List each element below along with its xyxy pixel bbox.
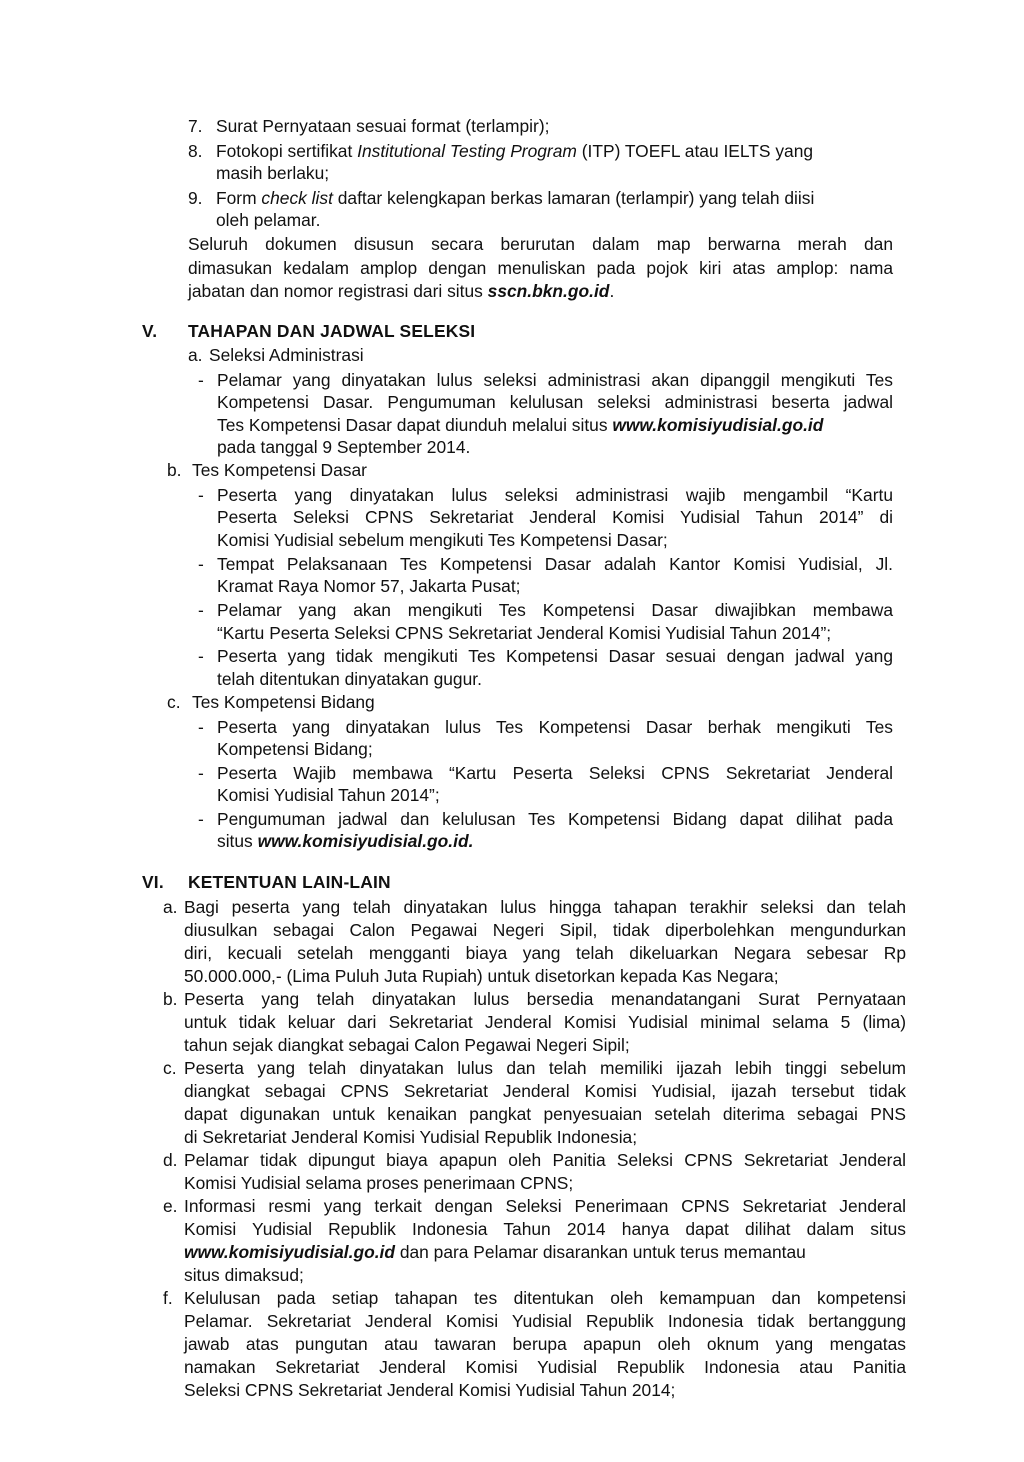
admin-item-line-1: Pelamar yang dinyatakan lulus seleksi administrasi akan dipanggil mengikuti Tes xyxy=(217,370,893,390)
provision-e-line-4: situs dimaksud; xyxy=(184,1265,304,1285)
tkd-item-2-line-2: Kramat Raya Nomor 57, Jakarta Pusat; xyxy=(217,576,521,596)
tkb-item-3-line-1: Pengumuman jadwal dan kelulusan Tes Kompetensi Bidang dapat dilihat pada xyxy=(217,809,893,829)
provision-c-line-4: di Sekretariat Jenderal Komisi Yudisial Republik Indonesia; xyxy=(184,1127,638,1147)
bullet-dash: - xyxy=(198,646,204,666)
provision-f-line-3: jawab atas pungutan atau tawaran berupa apapun oleh oknum yang mengatas xyxy=(184,1334,906,1354)
list-number: 9. xyxy=(188,188,203,208)
item-label: f. xyxy=(163,1288,173,1308)
list-number: 8. xyxy=(188,141,203,161)
requirement-7-text: Surat Pernyataan sesuai format (terlampir); xyxy=(216,116,550,136)
admin-item-line-4: pada tanggal 9 September 2014. xyxy=(217,437,471,457)
provision-a-line-2: diusulkan sebagai Calon Pegawai Negeri Sipil, tidak diperbolehkan mengundurkan xyxy=(184,920,906,940)
item-label: e. xyxy=(163,1196,178,1216)
bullet-dash: - xyxy=(198,600,204,620)
closing-paragraph-line-1: Seluruh dokumen disusun secara berurutan dalam map berwarna merah dan xyxy=(188,234,893,254)
tkb-item-3-line-2: situs www.komisiyudisial.go.id. xyxy=(217,831,474,851)
provision-e-line-3: www.komisiyudisial.go.id dan para Pelamar disarankan untuk terus memantau xyxy=(184,1242,806,1262)
komisiyudisial-link[interactable]: www.komisiyudisial.go.id xyxy=(184,1242,395,1262)
bullet-dash: - xyxy=(198,554,204,574)
tkd-item-1-line-3: Komisi Yudisial sebelum mengikuti Tes Kompetensi Dasar; xyxy=(217,530,668,550)
item-label: b. xyxy=(163,989,178,1009)
provision-b-line-3: tahun sejak diangkat sebagai Calon Pegawai Negeri Sipil; xyxy=(184,1035,630,1055)
provision-b-line-1: Peserta yang telah dinyatakan lulus bersedia menandatangani Surat Pernyataan xyxy=(184,989,906,1009)
subsection-b-title: Tes Kompetensi Dasar xyxy=(192,460,367,480)
requirement-8-line-2: masih berlaku; xyxy=(216,163,330,183)
sscn-link[interactable]: sscn.bkn.go.id xyxy=(487,281,610,301)
admin-item-line-3: Tes Kompetensi Dasar dapat diunduh melalui situs www.komisiyudisial.go.id xyxy=(217,415,824,435)
item-label: d. xyxy=(163,1150,178,1170)
subsection-label: a. xyxy=(188,345,203,365)
provision-f-line-2: Pelamar. Sekretariat Jenderal Komisi Yudisial Republik Indonesia tidak bertanggung xyxy=(184,1311,906,1331)
subsection-label: b. xyxy=(167,460,182,480)
provision-e-line-1: Informasi resmi yang terkait dengan Seleksi Penerimaan CPNS Sekretariat Jenderal xyxy=(184,1196,906,1216)
provision-d-line-1: Pelamar tidak dipungut biaya apapun oleh Panitia Seleksi CPNS Sekretariat Jenderal xyxy=(184,1150,906,1170)
requirement-8-line-1: Fotokopi sertifikat Institutional Testing Program (ITP) TOEFL atau IELTS yang xyxy=(216,141,814,161)
admin-item-line-2: Kompetensi Dasar. Pengumuman kelulusan seleksi administrasi beserta jadwal xyxy=(217,392,893,412)
subsection-a-title: Seleksi Administrasi xyxy=(209,345,364,365)
tkd-item-3-line-2: “Kartu Peserta Seleksi CPNS Sekretariat Jenderal Komisi Yudisial Tahun 2014”; xyxy=(217,623,832,643)
requirement-9-line-2: oleh pelamar. xyxy=(216,210,321,230)
provision-b-line-2: untuk tidak keluar dari Sekretariat Jenderal Komisi Yudisial minimal selama 5 (lima) xyxy=(184,1012,906,1032)
section-vi-number: VI. xyxy=(142,872,164,892)
tkb-item-2-line-2: Komisi Yudisial Tahun 2014”; xyxy=(217,785,440,805)
tkd-item-4-line-2: telah ditentukan dinyatakan gugur. xyxy=(217,669,482,689)
requirement-9-line-1: Form check list daftar kelengkapan berkas lamaran (terlampir) yang telah diisi xyxy=(216,188,815,208)
item-label: a. xyxy=(163,897,178,917)
section-vi-title: KETENTUAN LAIN-LAIN xyxy=(188,872,391,892)
subsection-c-title: Tes Kompetensi Bidang xyxy=(192,692,375,712)
closing-paragraph-line-3: jabatan dan nomor registrasi dari situs sscn.bkn.go.id. xyxy=(188,281,615,301)
tkd-item-1-line-1: Peserta yang dinyatakan lulus seleksi administrasi wajib mengambil “Kartu xyxy=(217,485,893,505)
bullet-dash: - xyxy=(198,717,204,737)
tkd-item-1-line-2: Peserta Seleksi CPNS Sekretariat Jenderal Komisi Yudisial Tahun 2014” di xyxy=(217,507,893,527)
tkd-item-3-line-1: Pelamar yang akan mengikuti Tes Kompetensi Dasar diwajibkan membawa xyxy=(217,600,893,620)
item-label: c. xyxy=(163,1058,177,1078)
provision-a-line-4: 50.000.000,- (Lima Puluh Juta Rupiah) untuk disetorkan kepada Kas Negara; xyxy=(184,966,779,986)
section-v-title: TAHAPAN DAN JADWAL SELEKSI xyxy=(188,321,476,341)
provision-f-line-1: Kelulusan pada setiap tahapan tes ditentukan oleh kemampuan dan kompetensi xyxy=(184,1288,906,1308)
provision-c-line-1: Peserta yang telah dinyatakan lulus dan telah memiliki ijazah lebih tinggi sebelum xyxy=(184,1058,906,1078)
tkd-item-4-line-1: Peserta yang tidak mengikuti Tes Kompetensi Dasar sesuai dengan jadwal yang xyxy=(217,646,893,666)
list-number: 7. xyxy=(188,116,203,136)
komisiyudisial-link[interactable]: www.komisiyudisial.go.id. xyxy=(257,831,474,851)
provision-d-line-2: Komisi Yudisial selama proses penerimaan CPNS; xyxy=(184,1173,574,1193)
tkb-item-1-line-1: Peserta yang dinyatakan lulus Tes Kompetensi Dasar berhak mengikuti Tes xyxy=(217,717,893,737)
provision-a-line-1: Bagi peserta yang telah dinyatakan lulus hingga tahapan terakhir seleksi dan telah xyxy=(184,897,906,917)
tkb-item-1-line-2: Kompetensi Bidang; xyxy=(217,739,373,759)
tkd-item-2-line-1: Tempat Pelaksanaan Tes Kompetensi Dasar adalah Kantor Komisi Yudisial, Jl. xyxy=(217,554,893,574)
provision-f-line-4: namakan Sekretariat Jenderal Komisi Yudisial Republik Indonesia atau Panitia xyxy=(184,1357,906,1377)
subsection-label: c. xyxy=(167,692,181,712)
bullet-dash: - xyxy=(198,370,204,390)
provision-e-line-2: Komisi Yudisial Republik Indonesia Tahun 2014 hanya dapat dilihat dalam situs xyxy=(184,1219,906,1239)
provision-c-line-3: dapat digunakan untuk kenaikan pangkat penyesuaian setelah diterima sebagai PNS xyxy=(184,1104,906,1124)
bullet-dash: - xyxy=(198,485,204,505)
komisiyudisial-link[interactable]: www.komisiyudisial.go.id xyxy=(612,415,824,435)
provision-c-line-2: diangkat sebagai CPNS Sekretariat Jenderal Komisi Yudisial, ijazah tersebut tidak xyxy=(184,1081,906,1101)
section-v-number: V. xyxy=(142,321,158,341)
bullet-dash: - xyxy=(198,809,204,829)
closing-paragraph-line-2: dimasukan kedalam amplop dengan menuliskan pada pojok kiri atas amplop: nama xyxy=(188,258,893,278)
provision-a-line-3: diri, kecuali setelah mengganti biaya yang telah dikeluarkan Negara sebesar Rp xyxy=(184,943,906,963)
bullet-dash: - xyxy=(198,763,204,783)
provision-f-line-5: Seleksi CPNS Sekretariat Jenderal Komisi Yudisial Tahun 2014; xyxy=(184,1380,676,1400)
tkb-item-2-line-1: Peserta Wajib membawa “Kartu Peserta Seleksi CPNS Sekretariat Jenderal xyxy=(217,763,893,783)
